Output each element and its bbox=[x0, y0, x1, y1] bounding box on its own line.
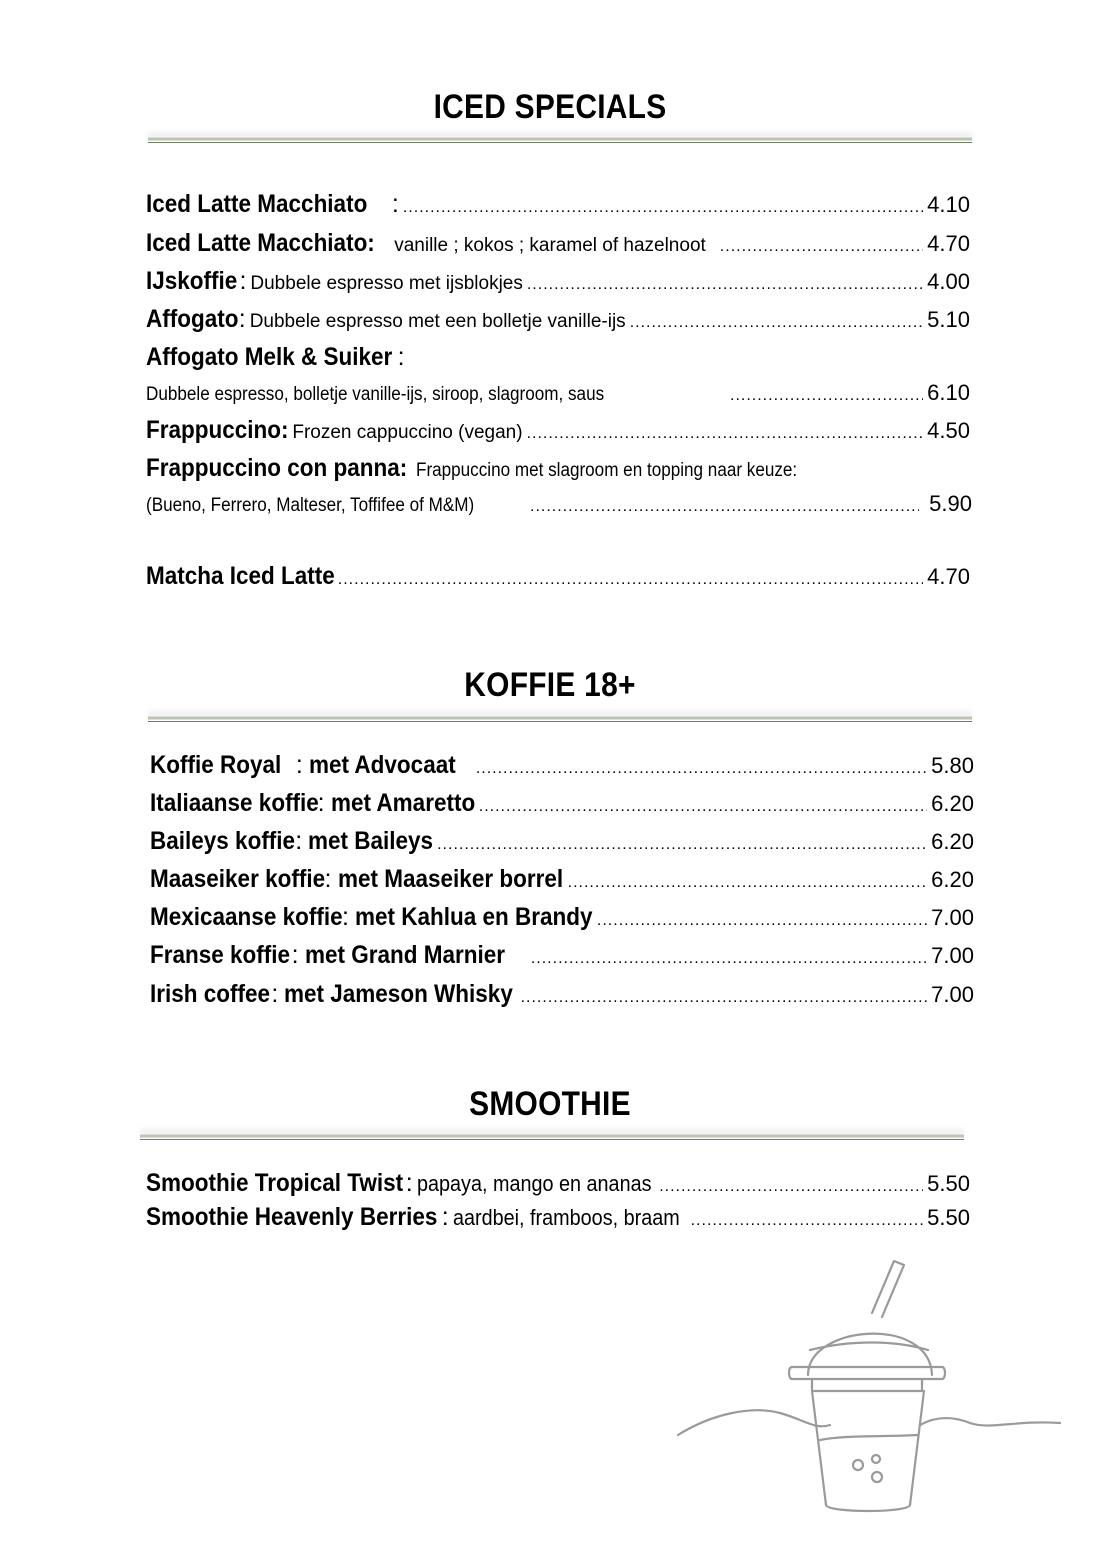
menu-item-italiaanse-koffie bbox=[150, 789, 974, 818]
item-name: Italiaanse koffie bbox=[150, 789, 319, 817]
item-description: Frappuccino met slagroom en topping naar keuze: bbox=[416, 460, 798, 481]
item-colon: : bbox=[238, 305, 246, 333]
menu-item-affogato bbox=[146, 305, 970, 334]
item-price: 4.70 bbox=[927, 231, 970, 256]
menu-item-irish-coffee bbox=[150, 980, 974, 1009]
item-name: Iced Latte Macchiato: bbox=[146, 229, 375, 257]
item-description: met Maaseiker borrel bbox=[337, 865, 563, 893]
item-price: 6.20 bbox=[931, 791, 974, 816]
item-description: met Jameson Whisky bbox=[284, 980, 514, 1008]
item-name: Affogato Melk & Suiker bbox=[146, 343, 393, 371]
section-title-smoothie: SMOOTHIE bbox=[469, 1085, 631, 1123]
section-title-koffie-18: KOFFIE 18+ bbox=[464, 666, 636, 704]
item-price: 4.00 bbox=[927, 269, 970, 294]
iced-drink-cup-icon bbox=[670, 1255, 1070, 1520]
item-price: 4.70 bbox=[927, 564, 970, 589]
menu-item-koffie-royal bbox=[150, 751, 974, 780]
menu-item-iced-latte-macchiato-flavoured bbox=[146, 229, 970, 258]
menu-item-iced-latte-macchiato bbox=[146, 190, 970, 219]
dot-leader bbox=[479, 798, 927, 816]
menu-item-franse-koffie bbox=[150, 941, 974, 970]
menu-item-frappuccino-con-panna bbox=[146, 454, 970, 483]
item-colon: : bbox=[324, 865, 332, 893]
dot-leader bbox=[530, 498, 919, 516]
item-price: 4.50 bbox=[927, 418, 970, 443]
item-name: Baileys koffie bbox=[150, 827, 296, 855]
item-name: IJskoffie bbox=[146, 267, 238, 295]
dot-leader bbox=[527, 276, 923, 294]
item-colon: : bbox=[295, 751, 303, 779]
item-name: Smoothie Heavenly Berries bbox=[146, 1203, 438, 1231]
item-description: Dubbele espresso met een bolletje vanille-ijs bbox=[249, 311, 626, 332]
item-description: met Amaretto bbox=[330, 789, 475, 817]
item-price: 5.90 bbox=[929, 491, 972, 516]
item-name: Iced Latte Macchiato bbox=[146, 190, 368, 218]
item-description: vanille ; kokos ; karamel of hazelnoot bbox=[394, 235, 706, 256]
item-colon: : bbox=[342, 903, 349, 931]
section-divider bbox=[148, 716, 972, 720]
item-colon: : bbox=[291, 941, 299, 969]
item-name: Matcha Iced Latte bbox=[146, 562, 335, 590]
item-name: Affogato bbox=[146, 305, 239, 333]
item-colon: : bbox=[239, 267, 247, 295]
item-description: met Baileys bbox=[308, 827, 434, 855]
item-description: Dubbele espresso, bolletje vanille-ijs, siroop, slagroom, saus bbox=[146, 384, 605, 405]
item-name: Mexicaanse koffie bbox=[150, 903, 343, 931]
item-description: Frozen cappuccino (vegan) bbox=[292, 422, 523, 443]
item-colon: : bbox=[317, 789, 325, 817]
item-description: (Bueno, Ferrero, Malteser, Toffifee of M&M) bbox=[146, 495, 475, 516]
item-description: met Grand Marnier bbox=[304, 941, 505, 969]
dot-leader bbox=[597, 912, 927, 930]
item-price: 7.00 bbox=[931, 982, 974, 1007]
item-colon: : bbox=[397, 343, 405, 371]
dot-leader bbox=[659, 1178, 923, 1196]
dot-leader bbox=[720, 238, 923, 256]
menu-item-affogato-melk-suiker-detail bbox=[146, 380, 970, 406]
item-price: 5.50 bbox=[927, 1205, 970, 1230]
menu-item-matcha-iced-latte bbox=[146, 562, 970, 591]
item-price: 6.10 bbox=[927, 380, 970, 405]
menu-item-smoothie-tropical-twist bbox=[146, 1169, 970, 1198]
item-description: aardbei, framboos, braam bbox=[452, 1205, 680, 1230]
item-name: Franse koffie bbox=[150, 941, 291, 969]
dot-leader bbox=[531, 950, 927, 968]
section-divider bbox=[140, 1134, 964, 1138]
menu-item-affogato-melk-suiker bbox=[146, 343, 970, 372]
section-divider bbox=[148, 137, 972, 141]
item-price: 5.80 bbox=[931, 753, 974, 778]
item-name: Irish coffee bbox=[150, 980, 271, 1008]
dot-leader bbox=[630, 314, 923, 332]
item-name: Maaseiker koffie bbox=[150, 865, 326, 893]
item-colon: : bbox=[271, 980, 279, 1008]
item-description: papaya, mango en ananas bbox=[416, 1171, 652, 1196]
item-colon: : bbox=[405, 1169, 413, 1197]
item-colon: : bbox=[441, 1203, 449, 1231]
item-price: 4.10 bbox=[927, 192, 970, 217]
menu-item-frappuccino bbox=[146, 416, 970, 445]
menu-item-frappuccino-con-panna-detail bbox=[146, 491, 972, 517]
item-colon: : bbox=[391, 190, 399, 218]
dot-leader bbox=[691, 1212, 924, 1230]
item-price: 7.00 bbox=[931, 943, 974, 968]
dot-leader bbox=[521, 989, 928, 1007]
dot-leader bbox=[730, 387, 923, 405]
item-name: Smoothie Tropical Twist bbox=[146, 1169, 404, 1197]
dot-leader bbox=[568, 874, 928, 892]
item-colon: : bbox=[295, 827, 303, 855]
menu-item-maaseiker-koffie bbox=[150, 865, 974, 894]
item-price: 6.20 bbox=[931, 829, 974, 854]
item-price: 5.10 bbox=[927, 307, 970, 332]
dot-leader bbox=[437, 836, 927, 854]
item-description: met Kahlua en Brandy bbox=[354, 903, 593, 931]
section-title-iced-specials: ICED SPECIALS bbox=[433, 88, 667, 126]
dot-leader bbox=[527, 425, 924, 443]
item-price: 7.00 bbox=[931, 905, 974, 930]
menu-item-ijskoffie bbox=[146, 267, 970, 296]
dot-leader bbox=[403, 199, 923, 217]
dot-leader bbox=[476, 760, 927, 778]
menu-item-mexicaanse-koffie bbox=[150, 903, 974, 932]
item-description: met Advocaat bbox=[308, 751, 456, 779]
item-description: Dubbele espresso met ijsblokjes bbox=[250, 273, 523, 294]
menu-item-smoothie-heavenly-berries bbox=[146, 1203, 970, 1232]
item-name: Koffie Royal bbox=[150, 751, 282, 779]
item-name: Frappuccino con panna: bbox=[146, 454, 408, 482]
menu-item-baileys-koffie bbox=[150, 827, 974, 856]
item-price: 6.20 bbox=[931, 867, 974, 892]
item-name: Frappuccino: bbox=[146, 416, 289, 444]
item-price: 5.50 bbox=[927, 1171, 970, 1196]
dot-leader bbox=[338, 571, 923, 589]
